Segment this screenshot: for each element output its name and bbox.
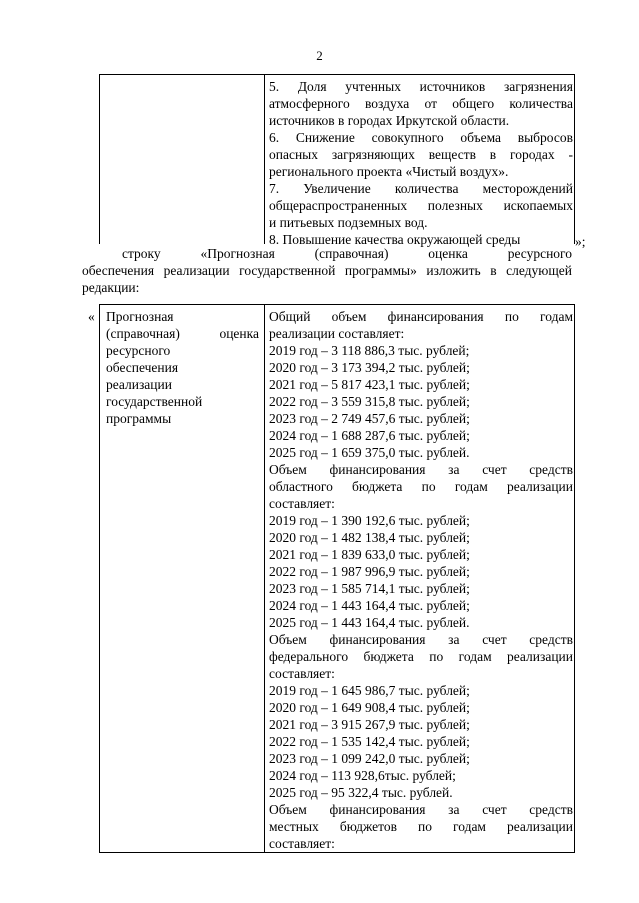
text-line: 2020 год – 1 649 908,4 тыс. рублей;: [269, 700, 470, 715]
column-divider: [264, 305, 265, 852]
amendment-paragraph: [82, 245, 572, 296]
text-line: 7. Увеличение количества месторождений: [269, 181, 573, 196]
text-line: федерального бюджета по годам реализации: [269, 649, 573, 664]
text-line: местных бюджетов по годам реализации: [269, 819, 573, 834]
text-line: областного бюджета по годам реализации: [269, 479, 573, 494]
table-top-right-cell: [269, 78, 573, 248]
text-line: 5. Доля учтенных источников загрязнения: [269, 79, 573, 94]
text-line: строку «Прогнозная (справочная) оценка ресурсного: [122, 246, 572, 261]
table-resource-provision: [88, 304, 575, 853]
text-line: 2024 год – 113 928,6тыс. рублей;: [269, 768, 456, 783]
text-line: составляет:: [269, 496, 335, 511]
text-line: 2023 год – 1 585 714,1 тыс. рублей;: [269, 581, 470, 596]
text-line: источников в городах Иркутской области.: [269, 113, 510, 128]
text-line: 2020 год – 1 482 138,4 тыс. рублей;: [269, 530, 470, 545]
text-line: 2019 год – 3 118 886,3 тыс. рублей;: [269, 343, 470, 358]
text-line: обеспечения реализации государственной программы» изложить в следующей: [82, 263, 572, 278]
text-line: общераспространенных полезных ископаемых: [269, 198, 573, 213]
text-line: 6. Снижение совокупного объема выбросов: [269, 130, 573, 145]
text-line: 2024 год – 1 688 287,6 тыс. рублей;: [269, 428, 470, 443]
text-line: 2021 год – 1 839 633,0 тыс. рублей;: [269, 547, 470, 562]
text-line: реализации: [106, 377, 172, 392]
text-line: 2021 год – 5 817 423,1 тыс. рублей;: [269, 377, 470, 392]
financing-cell: [269, 308, 573, 852]
text-line: регионального проекта «Чистый воздух».: [269, 164, 509, 179]
text-line: 2021 год – 3 915 267,9 тыс. рублей;: [269, 717, 470, 732]
text-line: ресурсного: [106, 343, 171, 358]
text-line: реализации составляет:: [269, 326, 405, 341]
text-line: составляет:: [269, 836, 335, 851]
opening-quote: «: [88, 309, 95, 324]
text-line: 2025 год – 1 659 375,0 тыс. рублей.: [269, 445, 470, 460]
text-line: 2022 год – 3 559 315,8 тыс. рублей;: [269, 394, 470, 409]
text-line: редакции:: [82, 280, 140, 295]
text-line: программы: [106, 411, 172, 426]
text-line: Объем финансирования за счет средств: [269, 802, 573, 817]
text-line: 2019 год – 1 390 192,6 тыс. рублей;: [269, 513, 470, 528]
page-number: 2: [316, 48, 323, 63]
text-line: 2023 год – 1 099 242,0 тыс. рублей;: [269, 751, 470, 766]
text-line: обеспечения: [106, 360, 179, 375]
text-line: 2025 год – 95 322,4 тыс. рублей.: [269, 785, 453, 800]
row-title-cell: [106, 308, 259, 427]
text-line: 2022 год – 1 987 996,9 тыс. рублей;: [269, 564, 470, 579]
table-top: [99, 74, 586, 249]
text-line: 2019 год – 1 645 986,7 тыс. рублей;: [269, 683, 470, 698]
text-line: атмосферного воздуха от общего количества: [269, 96, 573, 111]
text-line: 2024 год – 1 443 164,4 тыс. рублей;: [269, 598, 470, 613]
text-line: 8. Повышение качества окружающей среды: [269, 232, 521, 247]
closing-quote: »;: [575, 234, 586, 249]
text-line: Прогнозная: [106, 309, 174, 324]
text-line: 2025 год – 1 443 164,4 тыс. рублей.: [269, 615, 470, 630]
text-line: и питьевых подземных вод.: [269, 215, 428, 230]
text-line: (справочная) оценка: [106, 326, 259, 341]
text-line: составляет:: [269, 666, 335, 681]
text-line: 2022 год – 1 535 142,4 тыс. рублей;: [269, 734, 470, 749]
column-divider: [264, 75, 265, 244]
text-line: 2023 год – 2 749 457,6 тыс. рублей;: [269, 411, 470, 426]
text-line: 2020 год – 3 173 394,2 тыс. рублей;: [269, 360, 470, 375]
text-line: опасных загрязняющих веществ в городах -: [269, 147, 573, 162]
text-line: Объем финансирования за счет средств: [269, 632, 573, 647]
text-line: государственной: [106, 394, 203, 409]
text-line: Объем финансирования за счет средств: [269, 462, 573, 477]
text-line: Общий объем финансирования по годам: [269, 309, 573, 324]
